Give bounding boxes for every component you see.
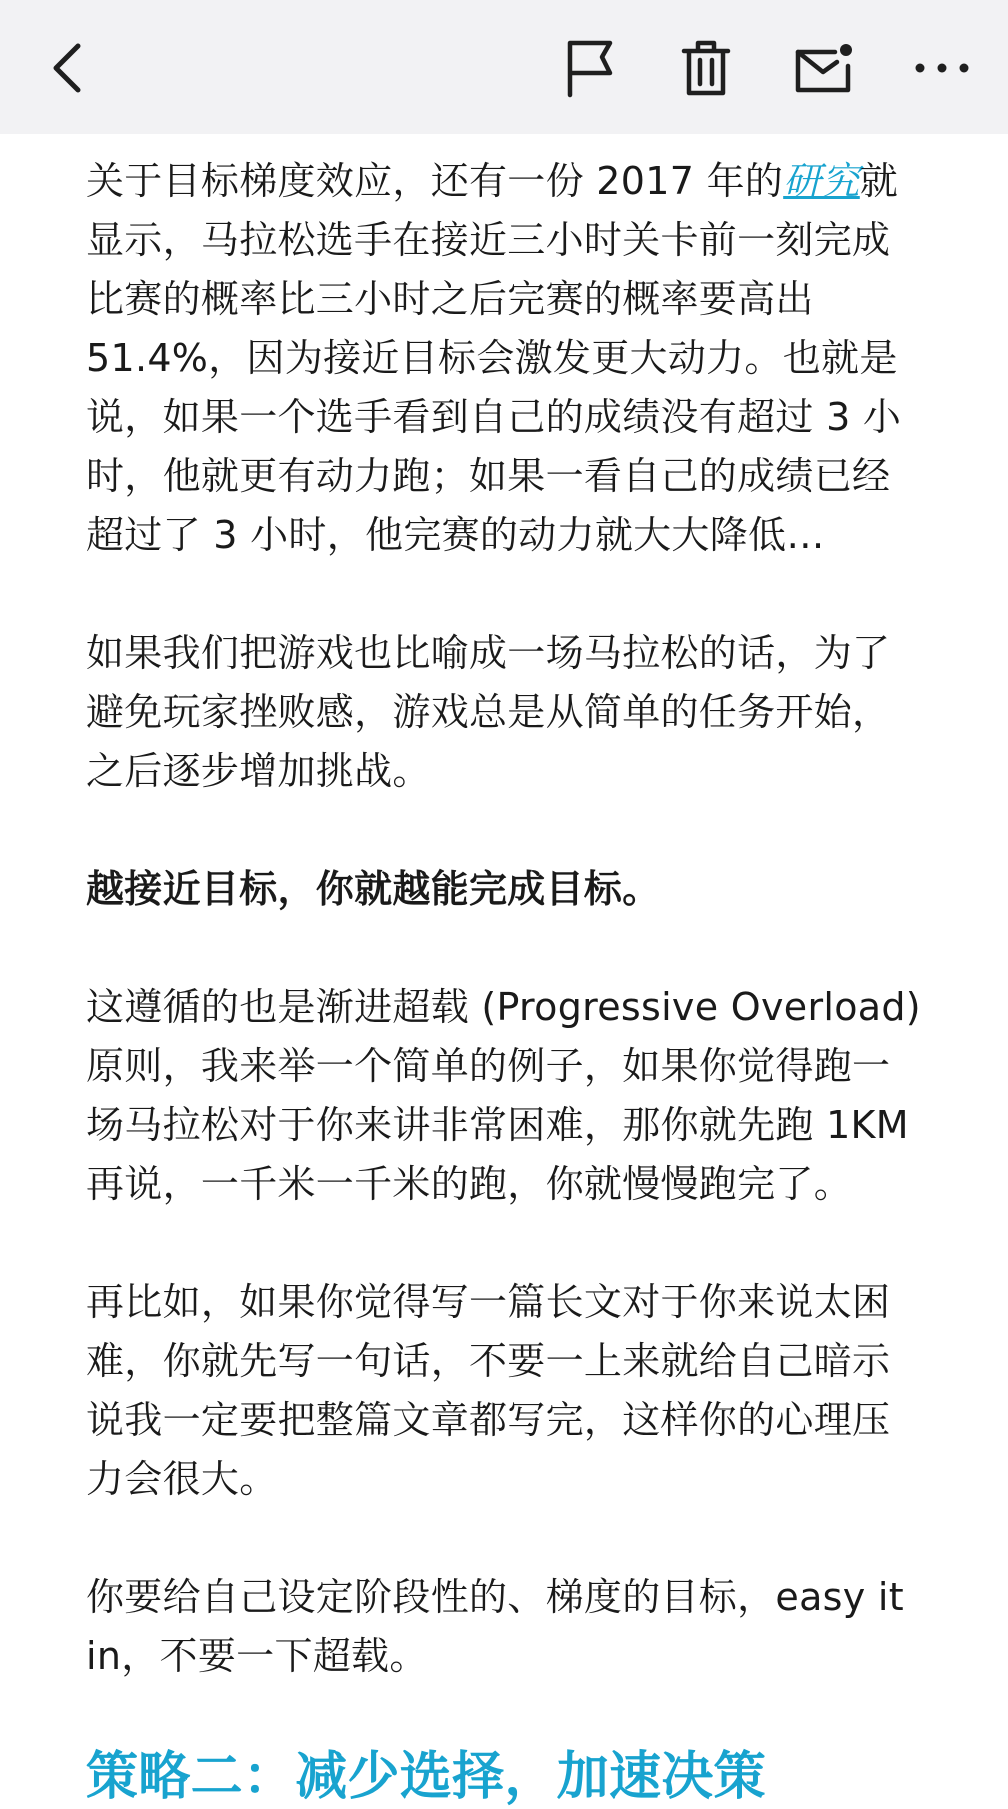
paragraph-progressive-overload: 这遵循的也是渐进超载 (Progressive Overload) 原则，我来举一个简单的例子，如果你觉得跑一场马拉松对于你来讲非常困难，那你就先跑 1KM 再说，一千米一千米的跑，你就慢慢跑完了。 <box>86 985 921 1206</box>
back-button[interactable] <box>28 30 104 106</box>
paragraph-text: 就显示，马拉松选手在接近三小时关卡前一刻完成比赛的概率比三小时之后完赛的概率要高出 51.4%，因为接近目标会激发更大动力。也就是说，如果一个选手看到自己的成绩没有超过 3 小时，他就更有动力跑；如果一看自己的成绩已经超过了 3 小时，他完赛的动力就大大降低… <box>86 159 902 557</box>
delete-button[interactable] <box>668 30 744 106</box>
bold-statement: 越接近目标，你就越能完成目标。 <box>86 867 661 911</box>
chevron-left-icon <box>44 38 88 98</box>
flag-icon <box>562 37 618 99</box>
trash-icon <box>680 38 732 98</box>
flag-button[interactable] <box>552 30 628 106</box>
more-horizontal-icon <box>912 60 972 76</box>
paragraph-writing-example: 再比如，如果你觉得写一篇长文对于你来说太困难，你就先写一句话，不要一上来就给自己暗示说我一定要把整篇文章都写完，这样你的心理压力会很大。 <box>86 1280 891 1501</box>
mail-toolbar <box>0 0 1008 134</box>
more-button[interactable] <box>904 30 980 106</box>
paragraph-text: 关于目标梯度效应，还有一份 2017 年的 <box>86 159 784 203</box>
paragraph-staged-goals: 你要给自己设定阶段性的、梯度的目标，easy it in，不要一下超载。 <box>86 1575 904 1678</box>
mark-unread-button[interactable] <box>786 30 862 106</box>
mail-body <box>86 152 926 1809</box>
mail-unread-icon <box>793 40 855 96</box>
paragraph-goal-gradient <box>86 152 926 565</box>
research-link[interactable]: 研究 <box>783 159 860 203</box>
paragraph-game-marathon: 如果我们把游戏也比喻成一场马拉松的话，为了避免玩家挫败感，游戏总是从简单的任务开始，之后逐步增加挑战。 <box>86 631 891 793</box>
section-heading: 策略二：减少选择，加速决策 <box>86 1747 766 1807</box>
